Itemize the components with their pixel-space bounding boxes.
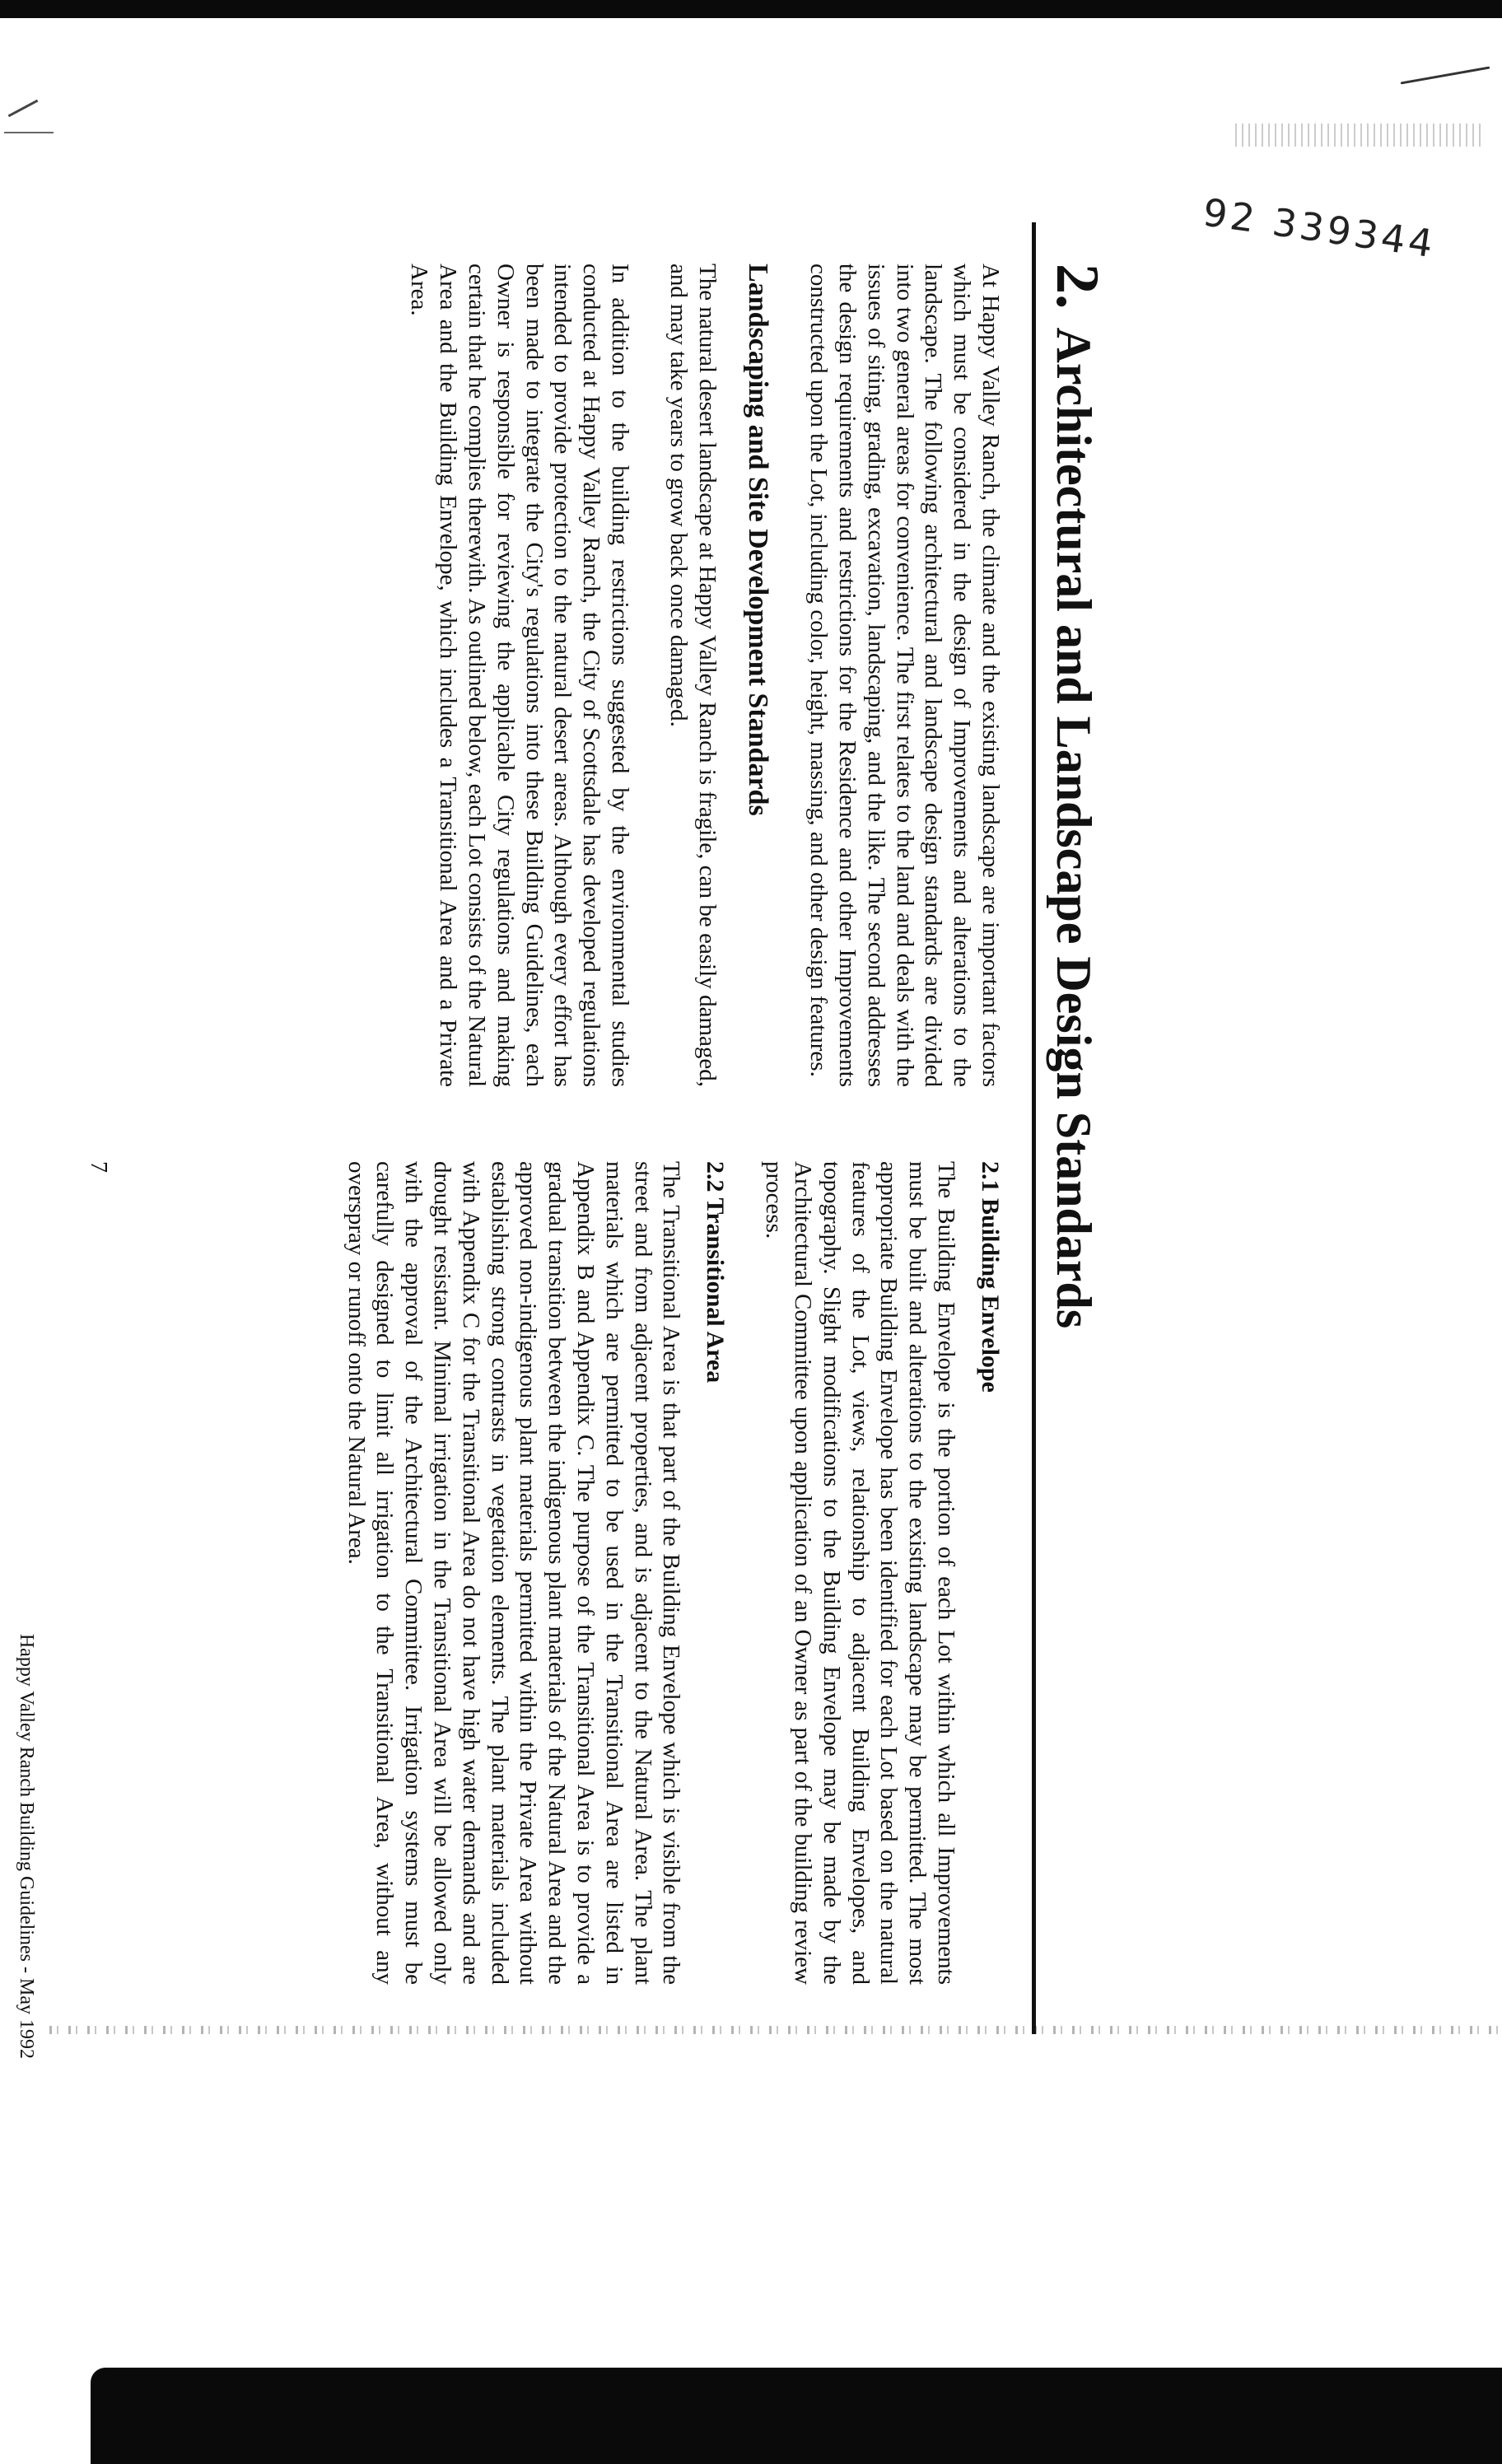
section-2-2-body: The Transitional Area is that part of the Building Envelope which is visible from the street and from adjacent properties, and is adjacent to the Natural Area. The plant materials which are permitted to be used in the Transitional Area are listed in Appendix B and Appendix C. The purpose of the Transitional Area is to provide a gradual transition between the indigenous plant materials of the Natural Area and the approved non-indigenous plant materials permitted within the Private Area without establishing strong contrasts in vegetation elements. The plant materials included with Appendix C for the Transitional Area do not have high water demands and are drought resistant. Minimal irrigation in the Transitional Area will be allowed only with the approval of the Architectural Committee. Irrigation systems must be carefully designed to limit all irrigation to the Transitional Area, without any overspray or runoff onto the Natural Area. xyxy=(343,1161,685,1985)
document-stamp-number: 92 339344 xyxy=(1200,189,1439,267)
page-footer: Happy Valley Ranch Building Guidelines - May 1992 xyxy=(16,1633,37,2059)
landscaping-heading: Landscaping and Site Development Standards xyxy=(743,264,774,816)
section-2-1-body: The Building Envelope is the portion of each Lot within which all Improvements must be built and alterations to the existing landscape may be permitted. The most appropriate Building Envelope has been identified for each Lot based on the natural features of the Lot, views, relationship to adjacent Building Envelopes, and topography. Slight modifications to the Building Envelope may be made by the Architectural Committee upon application of an Owner as part of the building review process. xyxy=(761,1161,959,1985)
landscaping-paragraph-1: The natural desert landscape at Happy Valley Ranch is fragile, can be easily damaged, and may take years to grow back once damaged. xyxy=(665,264,721,1087)
section-2-2-heading: 2.2 Transitional Area xyxy=(702,1161,730,1384)
document-page xyxy=(0,132,1128,2125)
right-column xyxy=(312,1161,1005,1985)
left-column xyxy=(376,264,1005,1087)
chapter-heading: Architectural and Landscape Design Standards xyxy=(1047,327,1101,1329)
chapter-number: 2. xyxy=(1043,264,1111,310)
heading-rule xyxy=(1032,222,1036,2034)
landscaping-paragraph-2: In addition to the building restrictions suggested by the environmental studies conducted at Happy Valley Ranch, the City of Scottsdale has developed regulations intended to provide protection to the natural desert areas. Although every effort has been made to integrate the City's regulations into these Building Guidelines, each Owner is responsible for reviewing the applicable City regulations and making certain that he complies therewith. As outlined below, each Lot consists of the Natural Area and the Building Envelope, which includes a Transitional Area and a Private Area. xyxy=(406,264,634,1087)
page-number: 7 xyxy=(86,1161,111,1173)
section-2-1-heading: 2.1 Building Envelope xyxy=(977,1161,1004,1393)
intro-paragraph: At Happy Valley Ranch, the climate and the existing landscape are important factors which must be considered in the design of Improvements and alterations to the landscape. The following architectural and landscape design standards are divided into two general areas for convenience. The first relates to the land and deals with the issues of siting, grading, excavation, landscaping, and the like. The second addresses the design requirements and restrictions for the Residence and other Improvements constructed upon the Lot, including color, height, massing, and other design features. xyxy=(805,264,1004,1087)
chapter-title xyxy=(1042,264,1112,1328)
